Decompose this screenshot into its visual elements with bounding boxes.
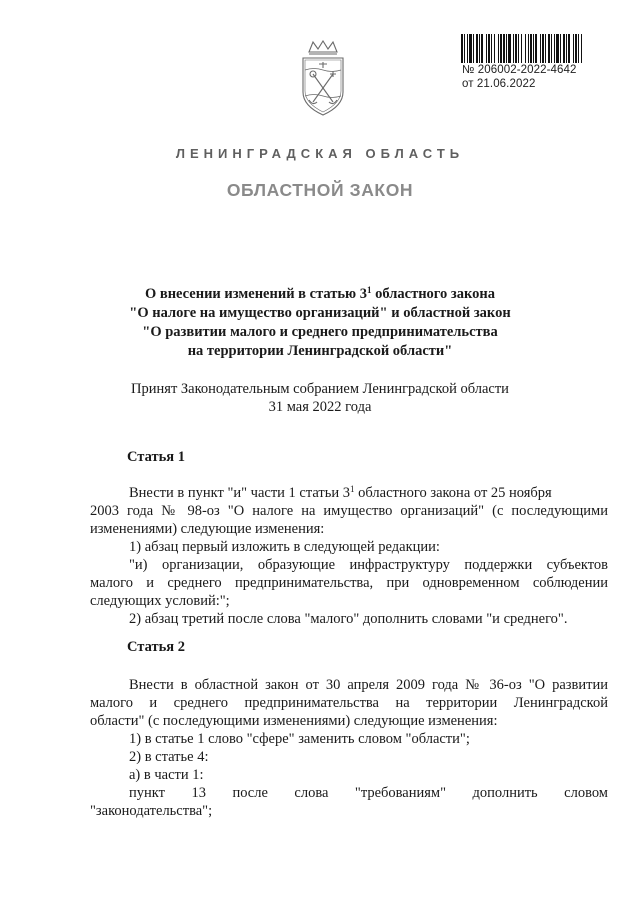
text-line: "законодательства"; — [90, 803, 213, 819]
text-line: Внести в областной закон от 30 апреля 2009 года № 36-оз "О развитии — [129, 677, 608, 693]
article-2-item-2a-line — [90, 784, 608, 802]
word: "требованиям" — [354, 785, 447, 801]
text-line: 2003 года № 98-оз "О налоге на имущество организаций" (с последующими — [90, 503, 608, 519]
word: после — [232, 785, 268, 801]
article-2-heading: Статья 2 — [127, 639, 185, 655]
article-1-paragraph — [90, 484, 608, 502]
law-title-line-1: О внесении изменений в статью $3^1$ областного закона — [144, 285, 496, 302]
adoption-date: 31 мая 2022 года — [268, 399, 372, 415]
text-line: области" (с последующими изменениями) следующие изменения: — [90, 713, 498, 729]
word: дополнить — [472, 785, 538, 801]
article-1-item-1: 1) абзац первый изложить в следующей редакции: — [129, 539, 440, 555]
article-1-item-2: 2) абзац третий после слова "малого" дополнить словами "и среднего". — [129, 611, 568, 627]
adoption-note: Принят Законодательным собранием Ленинградской области — [131, 381, 509, 397]
coat-of-arms-icon — [299, 40, 347, 118]
region-name: ЛЕНИНГРАДСКАЯ ОБЛАСТЬ — [175, 146, 465, 161]
article-2-item-1: 1) в статье 1 слово "сфере" заменить словом "области"; — [129, 731, 470, 747]
text-line: изменениями) следующие изменения: — [90, 521, 325, 537]
word: слова — [294, 785, 329, 801]
article-2-item-2a: а) в части 1: — [129, 767, 204, 783]
document-type: ОБЛАСТНОЙ ЗАКОН — [226, 180, 414, 200]
article-1-quote-line: малого и среднего предпринимательства, при одновременном соблюдении — [90, 575, 608, 591]
word: словом — [564, 785, 608, 801]
article-1-quote-line: "и) организации, образующие инфраструктуру поддержки субъектов — [129, 557, 608, 573]
article-1-heading: Статья 1 — [127, 449, 185, 465]
law-title-line-2: "О налоге на имущество организаций" и областной закон — [129, 305, 511, 321]
registration-number: № 206002-2022-4642 — [462, 64, 577, 76]
word: 13 — [191, 785, 206, 801]
text-line: Внести в пункт "и" части 1 статьи $3^1$ областного закона от 25 ноября — [129, 484, 552, 501]
registration-date: от 21.06.2022 — [462, 78, 536, 90]
article-2-item-2: 2) в статье 4: — [129, 749, 209, 765]
text-line: малого и среднего предпринимательства на территории Ленинградской — [90, 695, 608, 711]
barcode-icon — [461, 34, 584, 63]
word: пункт — [129, 785, 165, 801]
law-title-line-3: "О развитии малого и среднего предпринимательства — [142, 324, 498, 340]
law-title-line-4: на территории Ленинградской области" — [187, 343, 453, 359]
article-1-quote-line: следующих условий:"; — [90, 593, 230, 609]
